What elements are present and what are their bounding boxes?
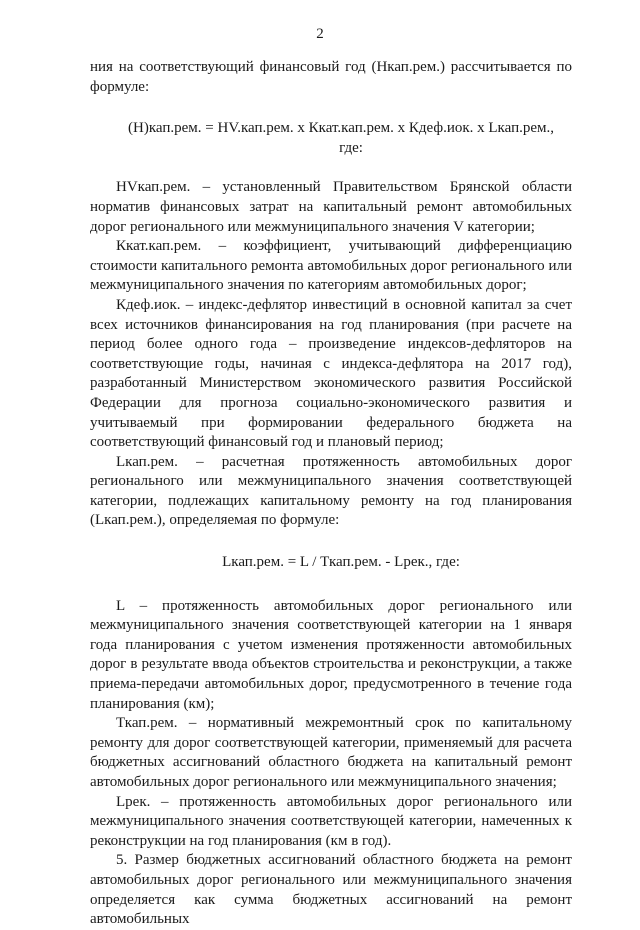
intro-paragraph: ния на соответствующий финансовый год (Нкап.рем.) рассчитывается по формуле: xyxy=(90,59,572,95)
definition-hv: НVкап.рем. – установленный Правительством Брянской области норматив финансовых затрат на капитальный ремонт автомобильных дорог регионального или межмуниципального значения V категории; xyxy=(90,179,572,235)
item-5-paragraph: 5. Размер бюджетных ассигнований областного бюджета на ремонт автомобильных дорог регионального или межмуниципального значения определяется как сумма бюджетных ассигнований на ремонт автомобильных xyxy=(90,852,572,928)
document-body xyxy=(90,58,572,930)
formula-where-label: где: xyxy=(339,139,363,156)
formula-capital-repair-cost: (Н)кап.рем. = НV.кап.рем. x Ккат.кап.рем. x Кдеф.иок. x Lкап.рем., xyxy=(128,120,554,137)
definition-tkap: Ткап.рем. – нормативный межремонтный срок по капитальному ремонту для дорог соответствующей категории, применяемый для расчета бюджетных ассигнований областного бюджета на капитальный ремонт автомобильных дорог регионального или межмуниципального значения; xyxy=(90,715,572,790)
formula-capital-repair-length: Lкап.рем. = L / Ткап.рем. - Lрек., где: xyxy=(222,554,460,571)
definition-kdef: Кдеф.иок. – индекс-дефлятор инвестиций в основной капитал за счет всех источников финансирования на год планирования (при расчете на период более одного года – произведение индексов-дефляторов на соответствующие годы, начиная с индекса-дефлятора на 2017 год), разработанный Министерством экономического развития Российской Федерации для прогноза социально-экономического развития и учитываемый при формировании федерального бюджета на соответствующий финансовый год и плановый период; xyxy=(90,296,572,451)
definition-kkat: Ккат.кап.рем. – коэффициент, учитывающий дифференциацию стоимости капитального ремонта автомобильных дорог регионального или межмуниципального значения по категориям автомобильных дорог; xyxy=(90,238,572,294)
definition-lrek: Lрек. – протяженность автомобильных дорог регионального или межмуниципального значения соответствующей категории, намеченных к реконструкции на год планирования (км в год). xyxy=(90,793,572,849)
definition-l: L – протяженность автомобильных дорог регионального или межмуниципального значения соответствующей категории на 1 января года планирования с учетом изменения протяженности автомобильных дорог в результате ввода объектов строительства и реконструкции, а также приема-передачи автомобильных дорог, предусмотренного в течение года планирования (км); xyxy=(90,597,572,712)
definition-lkap: Lкап.рем. – расчетная протяженность автомобильных дорог регионального или межмуниципального значения соответствующей категории, подлежащих капитальному ремонту на год планирования (Lкап.рем.), определяемая по формуле: xyxy=(90,453,572,529)
page-number: 2 xyxy=(316,26,324,42)
